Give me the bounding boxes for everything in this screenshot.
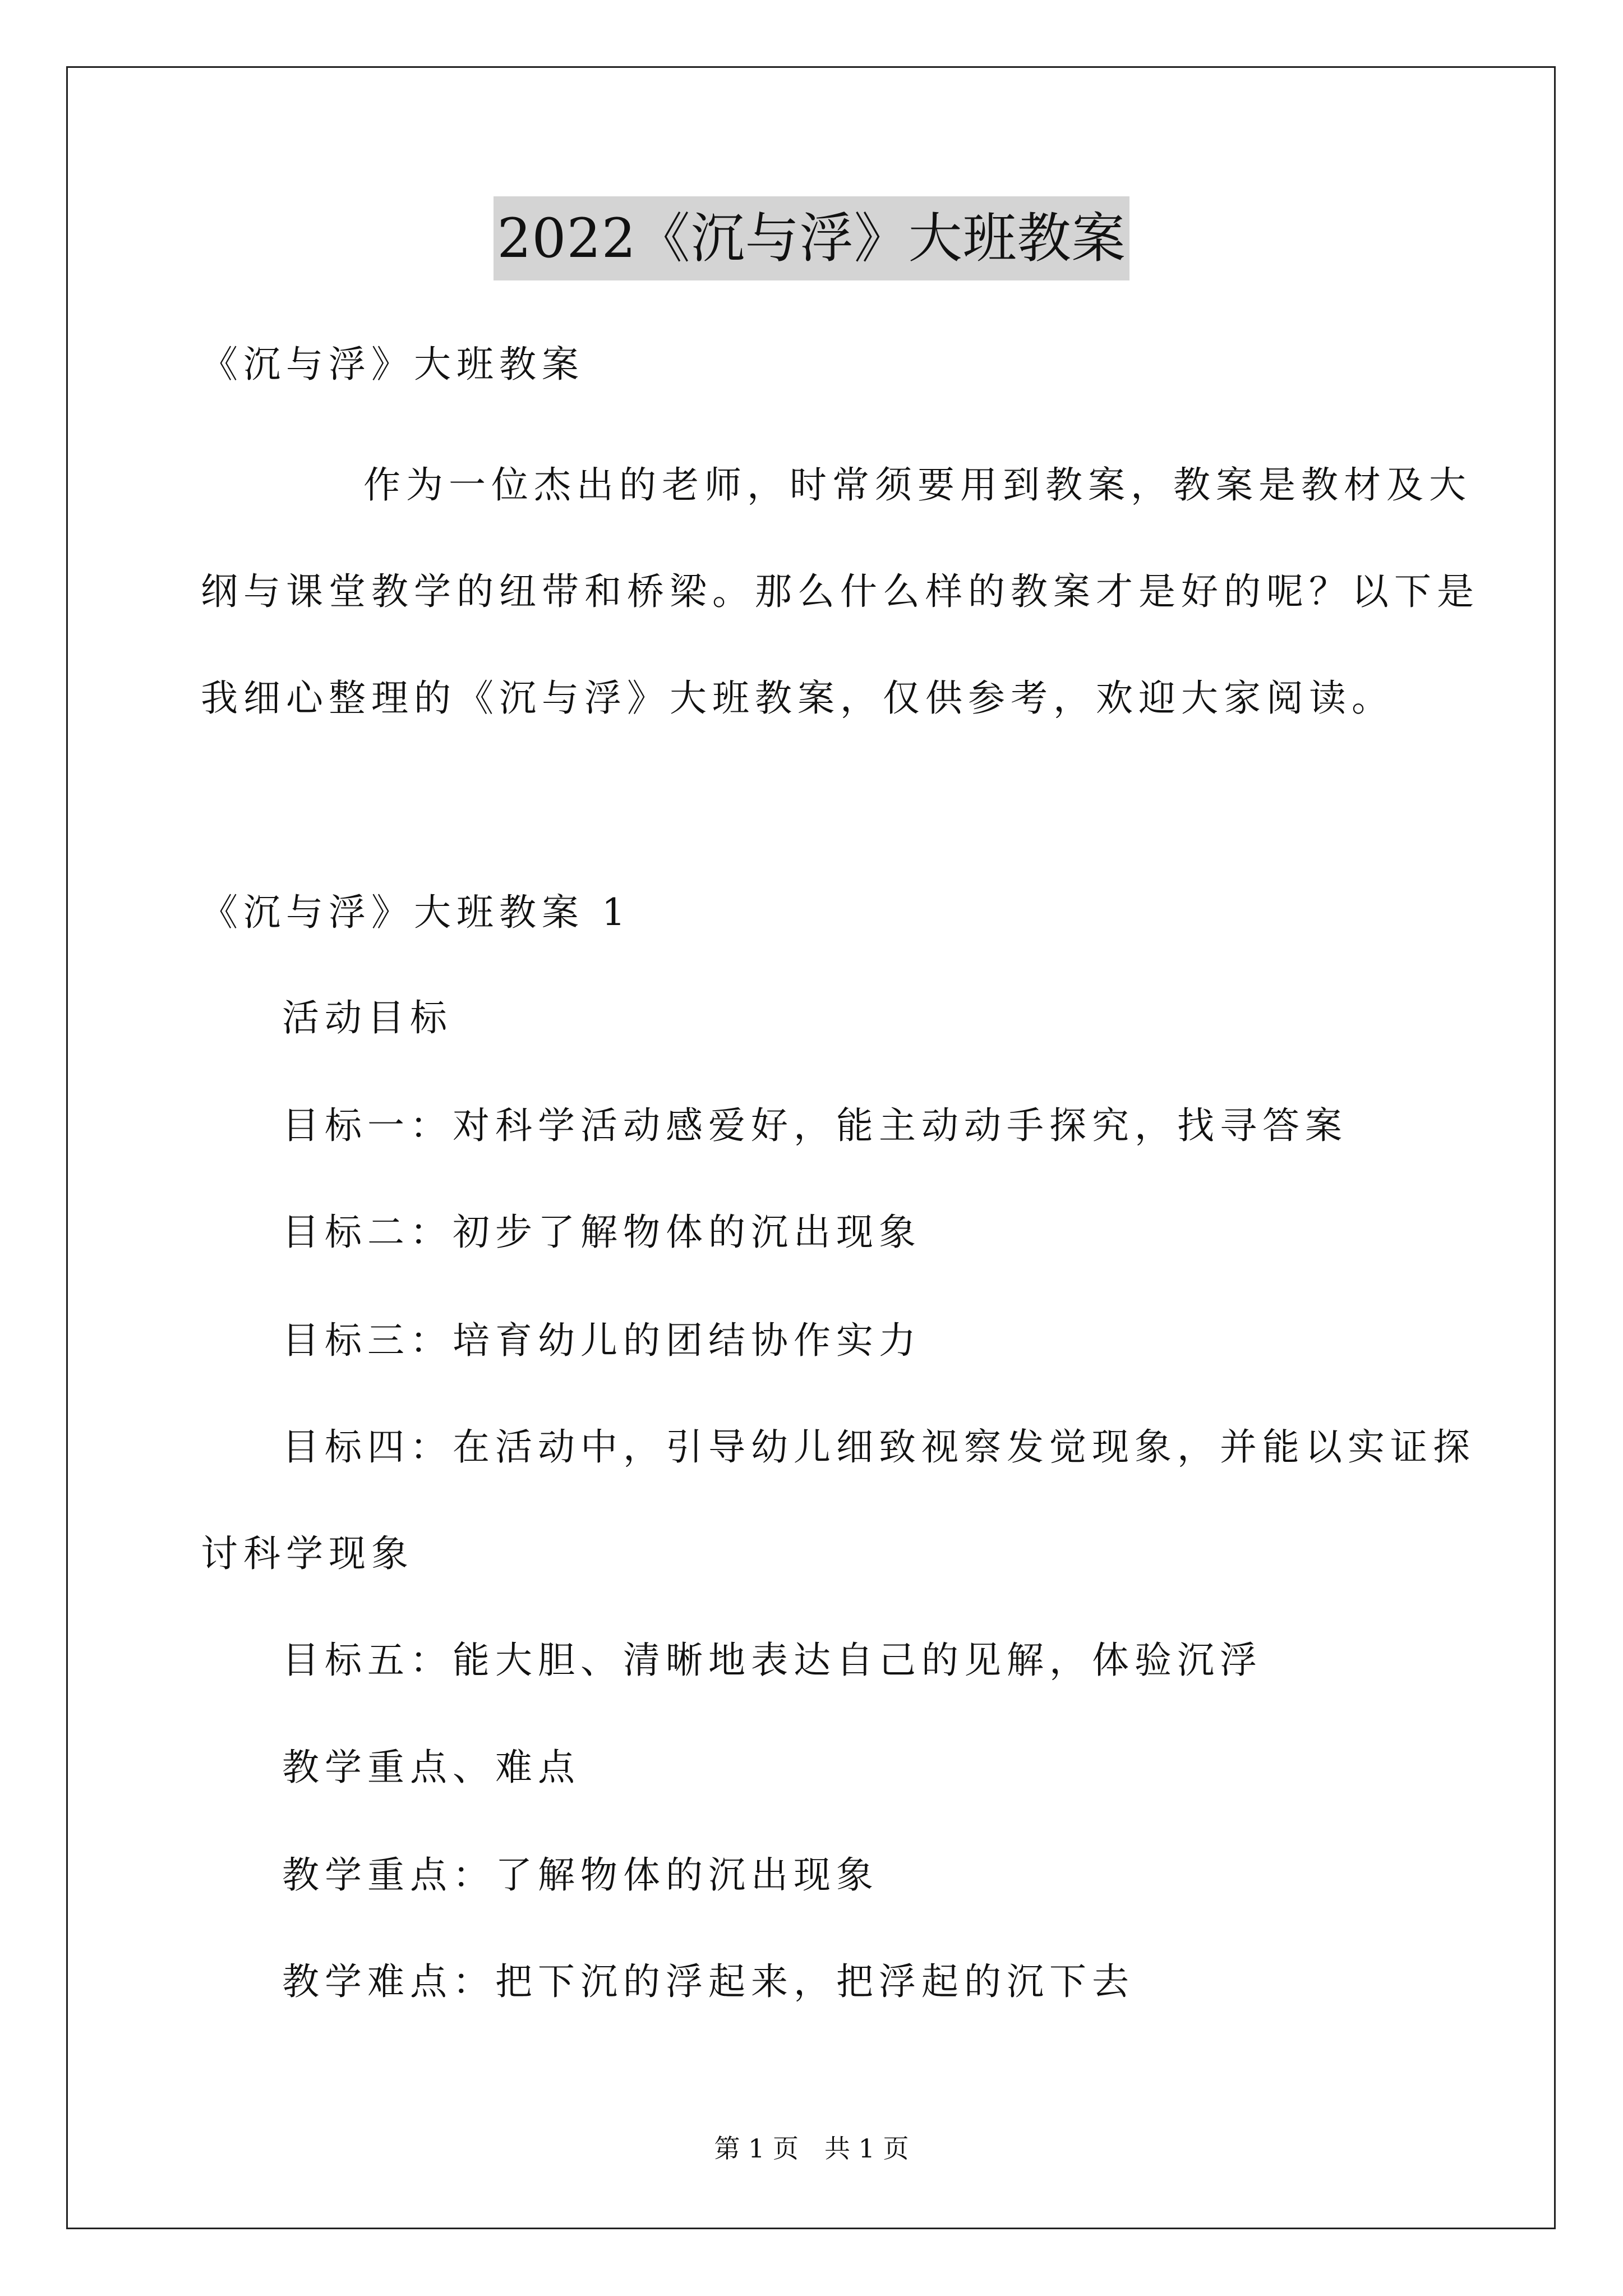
intro-line-3: 我细心整理的《沉与浮》大班教案，仅供参考，欢迎大家阅读。 [201,677,1394,720]
body-line-activity-goals: 活动目标 [282,996,453,1039]
title-container [0,196,1623,280]
body-line-goal-4-cont: 讨科学现象 [201,1532,414,1575]
page-footer: 第 1 页 共 1 页 [714,2133,909,2164]
body-line-difficulty: 教学难点：把下沉的浮起来，把浮起的沉下去 [282,1960,1135,2003]
intro-line-1: 作为一位杰出的老师，时常须要用到教案，教案是教材及大 [363,463,1472,507]
body-line-goal-1: 目标一：对科学活动感爱好，能主动动手探究，找寻答案 [282,1104,1348,1147]
body-line-goal-2: 目标二：初步了解物体的沉出现象 [282,1211,921,1254]
document-title: 2022《沉与浮》大班教案 [494,196,1129,280]
intro-line-2: 纲与课堂教学的纽带和桥梁。那么什么样的教案才是好的呢？以下是 [201,570,1479,613]
document-subtitle: 《沉与浮》大班教案 [201,343,584,386]
section-heading: 《沉与浮》大班教案 1 [201,891,631,934]
body-line-goal-4: 目标四：在活动中，引导幼儿细致视察发觉现象，并能以实证探 [282,1425,1476,1469]
body-line-goal-3: 目标三：培育幼儿的团结协作实力 [282,1319,921,1362]
body-line-key-point: 教学重点：了解物体的沉出现象 [282,1853,879,1897]
body-line-goal-5: 目标五：能大胆、清晰地表达自己的见解，体验沉浮 [282,1639,1262,1682]
body-line-key-points: 教学重点、难点 [282,1746,580,1789]
